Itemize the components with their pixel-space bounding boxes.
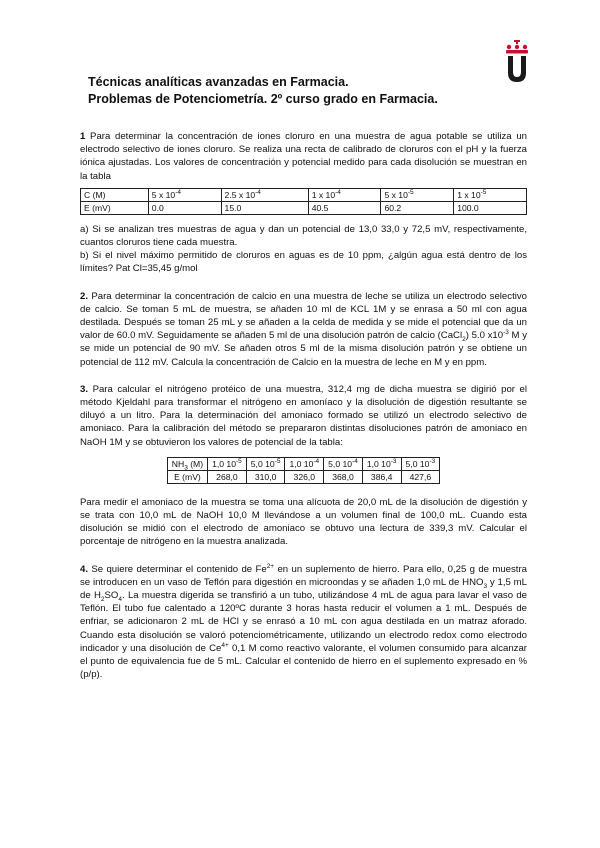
chloride-calibration-table xyxy=(80,188,527,215)
table-cell: 5,0 $10^{-4}$ xyxy=(324,457,363,470)
table-cell: 5 x $10^{-5}$ xyxy=(381,188,454,201)
row-label-potential: E (mV) xyxy=(81,201,149,214)
table-cell: 40.5 xyxy=(308,201,381,214)
problem-3-continuation: Para medir el amoniaco de la muestra se toma una alícuota de 20,0 mL de la disolución de digestión y se trata con 10,0 mL de NaOH 10,0 M llevándose a un volumen final de 100,0 mL. Cuando esta disolución se midió con el electrodo de amoniaco se obtuvo una lectura de 339,3 mV. Calcular el porcentaje de nitrógeno en la muestra analizada. xyxy=(80,496,527,548)
problem-1-question-a: a) Si se analizan tres muestras de agua y dan un potencial de 13,0 33,0 y 72,5 mV, respectivamente, cuantos cloruros tiene cada muestra. xyxy=(80,223,527,249)
problem-set-title: Problemas de Potenciometría. 2º curso grado en Farmacia. xyxy=(88,92,438,106)
table-cell: 5,0 $10^{-3}$ xyxy=(401,457,440,470)
table-row xyxy=(167,470,439,483)
table-cell: 1 x $10^{-5}$ xyxy=(454,188,527,201)
table-row xyxy=(81,201,527,214)
table-cell: 427,6 xyxy=(401,470,440,483)
table-cell: 268,0 xyxy=(208,470,247,483)
document-header xyxy=(88,74,528,108)
table-cell: 1,0 $10^{-4}$ xyxy=(285,457,324,470)
table-row xyxy=(167,457,439,470)
table-cell: 2.5 x $10^{-4}$ xyxy=(221,188,308,201)
problem-1-text: Para determinar la concentración de iones cloruro en una muestra de agua potable se utiliza un electrodo selectivo de iones cloruro. Se realiza una recta de calibrado de cloruros con el pH y la fuerza iónica ajustadas. Los valores de concentración y potencial medido para cada disolución se muestran en la tabla xyxy=(80,131,527,182)
table-cell: 386,4 xyxy=(362,470,401,483)
problem-3-number: 3. xyxy=(80,383,89,395)
row-label-potential: E (mV) xyxy=(167,470,207,483)
table-cell: 60.2 xyxy=(381,201,454,214)
ammonia-calibration-table xyxy=(167,457,440,484)
course-title: Técnicas analíticas avanzadas en Farmacia. xyxy=(88,75,349,89)
table-cell: 1,0 $10^{-5}$ xyxy=(208,457,247,470)
problem-2-statement: 2. Para determinar la concentración de calcio en una muestra de leche se utiliza un electrodo selectivo de calcio. Se toman 5 mL de muestra, se añaden 10 ml de KCL 1M y se enrasa a 50 ml con agua destilada. Después se toman 25 mL y se añaden a la celda de medida y se mide el potencial que da un valor de 60.0 mV. Seguidamente se añaden 5 ml de una disolución patrón de calcio (CaCl$_2$) 5.0 $x10^{-3}$ M y se mide un potencial de 90 mV. Se añaden otros 5 ml de la misma disolución patrón y se obtiene un potencial de 112 mV. Calcula la concentración de Calcio en la muestra de leche en M y en ppm. xyxy=(80,290,527,368)
table-cell: 1,0 $10^{-3}$ xyxy=(362,457,401,470)
row-label-concentration: C (M) xyxy=(81,188,149,201)
problem-2-number: 2. xyxy=(80,290,89,302)
table-cell: 5 x $10^{-4}$ xyxy=(148,188,221,201)
problem-4-number: 4. xyxy=(80,563,89,575)
problem-3-text: Para calcular el nitrógeno protéico de una muestra, 312,4 mg de dicha muestra se digirió por el método Kjeldahl para transformar el nitrógeno en amoníaco y la disolución de digestión resultante se diluyó a un litro. Para la determinación del amoniaco formado se utilizó un electrodo selectivo de amoniaco. Para la calibración del método se prepararon distintas disoluciones patrón de amoniaco en NaOH 1M y se obtuvieron los valores de potencial de la tabla: xyxy=(80,383,527,448)
table-cell: 326,0 xyxy=(285,470,324,483)
problem-1-number: 1 xyxy=(80,131,86,142)
table-cell: 5,0 $10^{-5}$ xyxy=(246,457,285,470)
table-row xyxy=(81,188,527,201)
problem-1-statement xyxy=(80,130,527,183)
problem-3-statement xyxy=(80,383,527,449)
row-label-concentration: $NH_3$ (M) xyxy=(167,457,207,470)
problem-1-question-b: b) Si el nivel máximo permitido de cloruros en aguas es de 10 ppm, ¿algún agua está dentro de los límites? Pat Cl=35,45 g/mol xyxy=(80,250,527,275)
document-body xyxy=(80,130,527,682)
table-cell: 100.0 xyxy=(454,201,527,214)
table-cell: 310,0 xyxy=(246,470,285,483)
problem-4-statement: 4. Se quiere determinar el contenido de $Fe^{2+}$ en un suplemento de hierro. Para ello, 0,25 g de muestra se introducen en un vaso de Teflón para digestión en microondas y se añaden 1,0 mL de $HNO_3$ y 1,5 mL de $H_2SO_4$. La muestra digerida se transfirió a un tubo, utilizándose 4 mL de agua para lavar el vaso de Teflón. El tubo fue calentado a 120ºC durante 3 horas hasta reducir el volumen a 1 mL. Después de enfriar, se adicionaron 2 mL de HCl y se enrasó a 10 mL con agua destilada en un matraz aforado. Cuando esta disolución se valoró potenciométricamente, utilizando un electrodo redox como electrodo indicador y una disolución de $Ce^{4+}$ 0,1 M como reactivo valorante, el volumen consumido para alcanzar el punto de equivalencia fue de 5 mL. Calcular el contenido de hierro en el suplemento expresado en %(p/p). xyxy=(80,562,527,681)
table-cell: 15.0 xyxy=(221,201,308,214)
table-cell: 368,0 xyxy=(324,470,363,483)
table-cell: 1 x $10^{-4}$ xyxy=(308,188,381,201)
table-cell: 0.0 xyxy=(148,201,221,214)
